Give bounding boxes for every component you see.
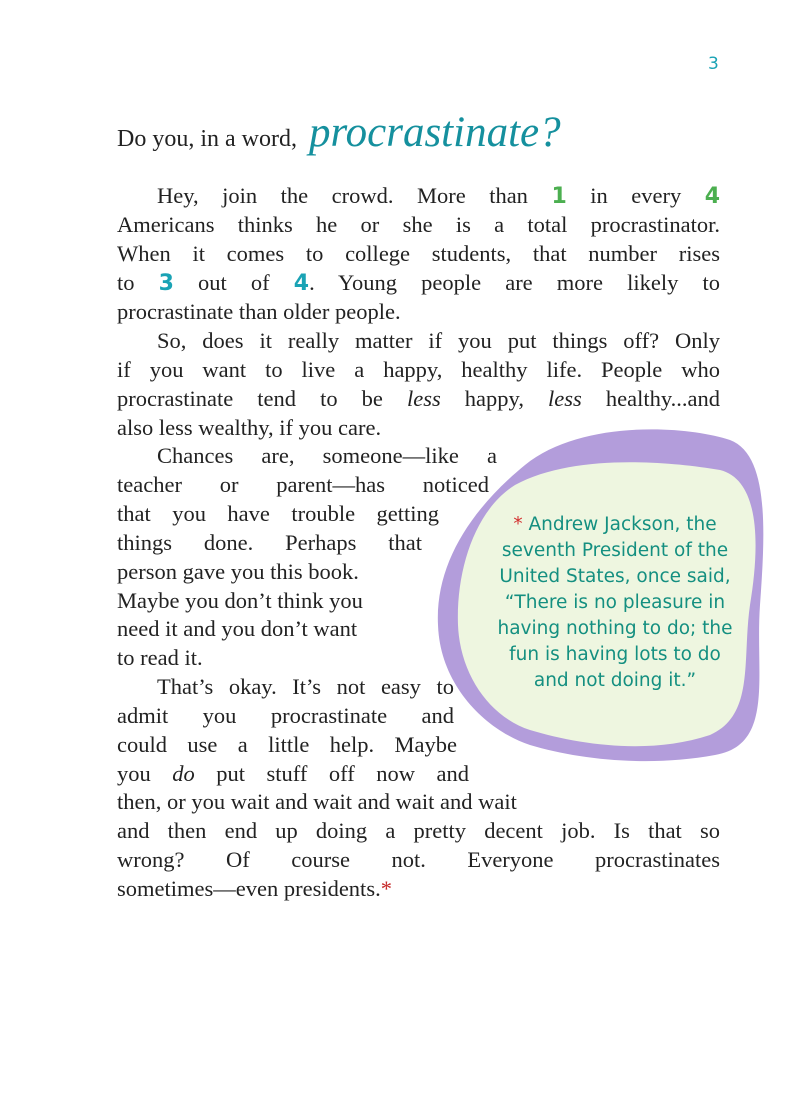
- emphasis-word: less: [548, 386, 582, 411]
- text-run: wrong? Of course not. Everyone procrastinates: [117, 847, 720, 872]
- page-heading: [117, 108, 561, 157]
- stat-number: 4: [704, 184, 721, 209]
- body-line: [117, 355, 720, 385]
- text-run: if you want to live a happy, healthy life. People who: [117, 357, 720, 382]
- text-run: then, or you wait and wait and wait and wait: [117, 789, 517, 814]
- asterisk-mark: *: [513, 514, 523, 535]
- text-run: in every: [566, 183, 705, 208]
- callout-text: Andrew Jackson, the seventh President of the United States, once said, “There is no pleasure in having nothing to do; the fun is having lots to do and not doing it.”: [497, 514, 733, 691]
- body-line: [117, 181, 720, 211]
- text-run: healthy...and: [581, 386, 720, 411]
- body-line: [117, 672, 454, 702]
- body-line: [117, 586, 417, 616]
- text-run: admit you procrastinate and: [117, 703, 454, 728]
- text-run: put stuff off now and: [194, 761, 469, 786]
- text-run: teacher or parent—has noticed: [117, 472, 489, 497]
- body-line: [117, 730, 457, 760]
- text-run: When it comes to college students, that number rises: [117, 241, 720, 266]
- text-run: to read it.: [117, 645, 203, 670]
- text-run: Hey, join the crowd. More than: [157, 183, 552, 208]
- text-run: procrastinate tend to be: [117, 386, 407, 411]
- text-run: happy,: [440, 386, 549, 411]
- body-line: [117, 268, 720, 298]
- body-line: [117, 816, 720, 846]
- body-line: [117, 210, 720, 240]
- body-line: [117, 528, 422, 558]
- text-run: Maybe you don’t think you: [117, 588, 363, 613]
- body-line: [117, 326, 720, 356]
- page-number: 3: [708, 54, 719, 74]
- body-line: [117, 759, 469, 789]
- body-line: [117, 297, 720, 327]
- text-run: you: [117, 761, 173, 786]
- stat-number: 1: [551, 184, 567, 209]
- body-line: [117, 239, 720, 269]
- text-run: also less wealthy, if you care.: [117, 415, 382, 440]
- body-line: [117, 701, 454, 731]
- text-run: could use a little help. Maybe: [117, 732, 457, 757]
- body-line: [117, 499, 439, 529]
- text-run: sometimes—even presidents.: [117, 876, 381, 901]
- heading-lead: Do you, in a word,: [117, 126, 297, 152]
- text-run: That’s okay. It’s not easy to: [157, 674, 454, 699]
- stat-number: 3: [158, 271, 174, 296]
- body-line: [117, 787, 637, 817]
- text-run: out of: [173, 270, 294, 295]
- text-run: Chances are, someone—like a: [157, 443, 497, 468]
- text-run: person gave you this book.: [117, 559, 359, 584]
- body-line: [117, 614, 417, 644]
- stat-number: 4: [293, 271, 310, 296]
- text-run: need it and you don’t want: [117, 616, 358, 641]
- body-line: [117, 384, 720, 414]
- text-run: to: [117, 270, 159, 295]
- text-run: things done. Perhaps that: [117, 530, 422, 555]
- body-line: [117, 845, 720, 875]
- heading-emphasis: procrastinate?: [308, 109, 561, 156]
- body-line: [117, 557, 417, 587]
- body-line: [117, 874, 720, 904]
- asterisk-mark: *: [380, 876, 392, 901]
- text-run: procrastinate than older people.: [117, 299, 401, 324]
- text-run: that you have trouble getting: [117, 501, 439, 526]
- text-run: and then end up doing a pretty decent job. Is that so: [117, 818, 720, 843]
- emphasis-word: do: [172, 761, 195, 786]
- text-run: . Young people are more likely to: [309, 270, 720, 295]
- text-run: Americans thinks he or she is a total procrastinator.: [117, 212, 720, 237]
- callout-quote: [490, 512, 740, 694]
- emphasis-word: less: [406, 386, 441, 411]
- text-run: So, does it really matter if you put things off? Only: [157, 328, 720, 353]
- body-line: [117, 643, 417, 673]
